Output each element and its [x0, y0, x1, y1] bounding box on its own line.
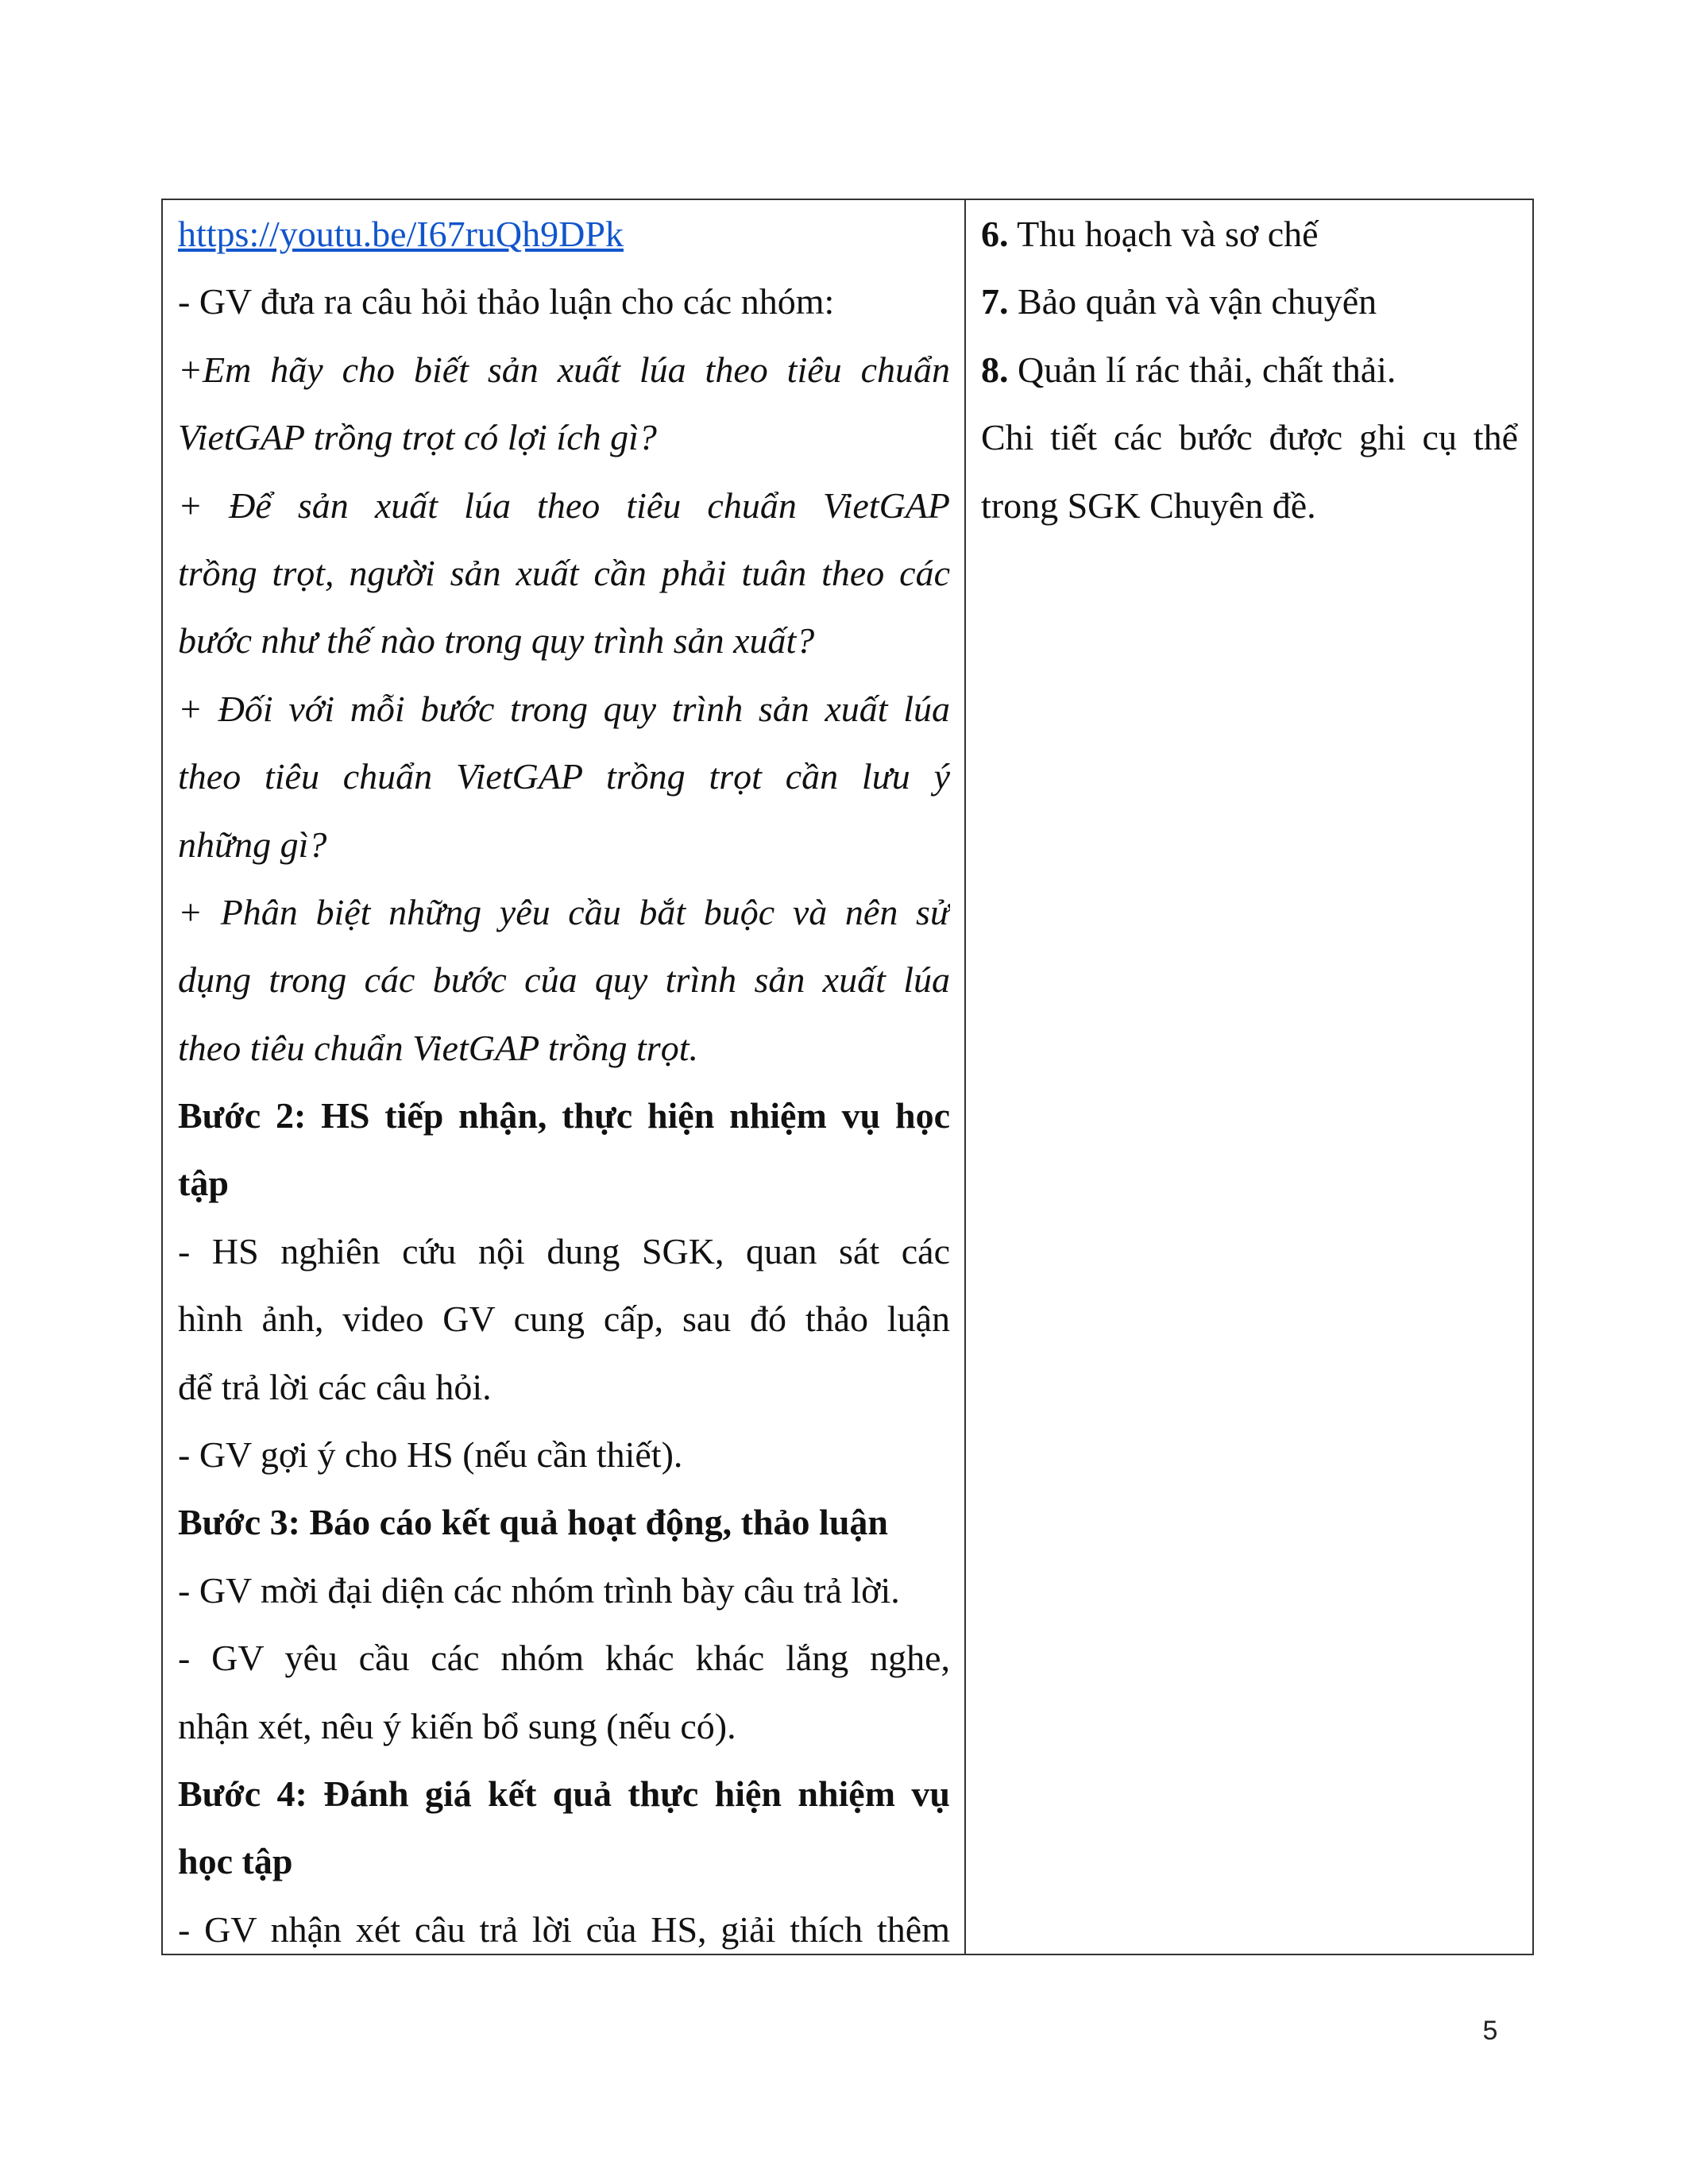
step-text: Bảo quản và vận chuyển — [1008, 281, 1377, 322]
activity-text-line: nhận xét, nêu ý kiến bổ sung (nếu có). — [178, 1705, 736, 1746]
activity-text-line: hình ảnh, video GV cung cấp, sau đó thảo luận — [178, 1298, 950, 1340]
activity-text-line: +Em hãy cho biết sản xuất lúa theo tiêu chuẩn — [178, 349, 950, 390]
activity-text-line: VietGAP trồng trọt có lợi ích gì? — [178, 417, 657, 458]
activity-text-line: - GV gợi ý cho HS (nếu cần thiết). — [178, 1434, 683, 1476]
activity-text-line: để trả lời các câu hỏi. — [178, 1366, 492, 1407]
process-step — [981, 268, 1518, 335]
step-number: 6. — [981, 214, 1009, 254]
step-text: Quản lí rác thải, chất thải. — [1008, 349, 1396, 390]
activity-text-line: trồng trọt, người sản xuất cần phải tuân theo các — [178, 552, 950, 593]
activity-text-line: Bước 3: Báo cáo kết quả hoạt động, thảo luận — [178, 1502, 888, 1543]
process-steps — [981, 200, 1518, 403]
video-link[interactable]: https://youtu.be/I67ruQh9DPk — [178, 214, 624, 254]
activity-text-line: Bước 2: HS tiếp nhận, thực hiện nhiệm vụ học — [178, 1095, 950, 1136]
activity-lines — [178, 268, 950, 1954]
activity-text-line: - GV đưa ra câu hỏi thảo luận cho các nhóm: — [178, 281, 835, 322]
step-number: 7. — [981, 281, 1009, 322]
activity-text-line: theo tiêu chuẩn VietGAP trồng trọt. — [178, 1027, 698, 1068]
activity-text-line: - GV yêu cầu các nhóm khác khác lắng nghe, — [178, 1638, 950, 1679]
activity-column — [163, 200, 966, 1954]
activity-text-line: những gì? — [178, 824, 327, 865]
activity-text-line: Bước 4: Đánh giá kết quả thực hiện nhiệm vụ — [178, 1773, 950, 1814]
activity-text-line: - HS nghiên cứu nội dung SGK, quan sát các — [178, 1230, 950, 1271]
activity-text-line: + Phân biệt những yêu cầu bắt buộc và nên sử — [178, 891, 950, 932]
page-number: 5 — [1482, 2016, 1498, 2046]
activity-text-line: theo tiêu chuẩn VietGAP trồng trọt cần lưu ý — [178, 756, 950, 797]
activity-text-line: - GV nhận xét câu trả lời của HS, giải thích thêm — [178, 1908, 950, 1950]
product-column — [966, 200, 1532, 1954]
activity-text-line: học tập — [178, 1841, 293, 1882]
process-note-line: trong SGK Chuyên đề. — [981, 484, 1316, 526]
activity-text-line: tập — [178, 1163, 229, 1204]
activity-text-line: + Đối với mỗi bước trong quy trình sản xuất lúa — [178, 688, 950, 729]
activity-text-line: - GV mời đại diện các nhóm trình bày câu trả lời. — [178, 1569, 900, 1611]
video-link-line — [178, 200, 950, 268]
activity-text-line: dụng trong các bước của quy trình sản xuất lúa — [178, 959, 950, 1001]
process-note — [981, 403, 1518, 539]
step-text: Thu hoạch và sơ chế — [1008, 214, 1319, 254]
activity-text-line: bước như thế nào trong quy trình sản xuất? — [178, 620, 815, 662]
activity-text-line: + Để sản xuất lúa theo tiêu chuẩn VietGAP — [178, 484, 950, 526]
process-step — [981, 336, 1518, 403]
step-number: 8. — [981, 349, 1009, 390]
process-note-line: Chi tiết các bước được ghi cụ thể — [981, 417, 1518, 458]
process-step — [981, 200, 1518, 268]
content-table — [161, 199, 1534, 1955]
